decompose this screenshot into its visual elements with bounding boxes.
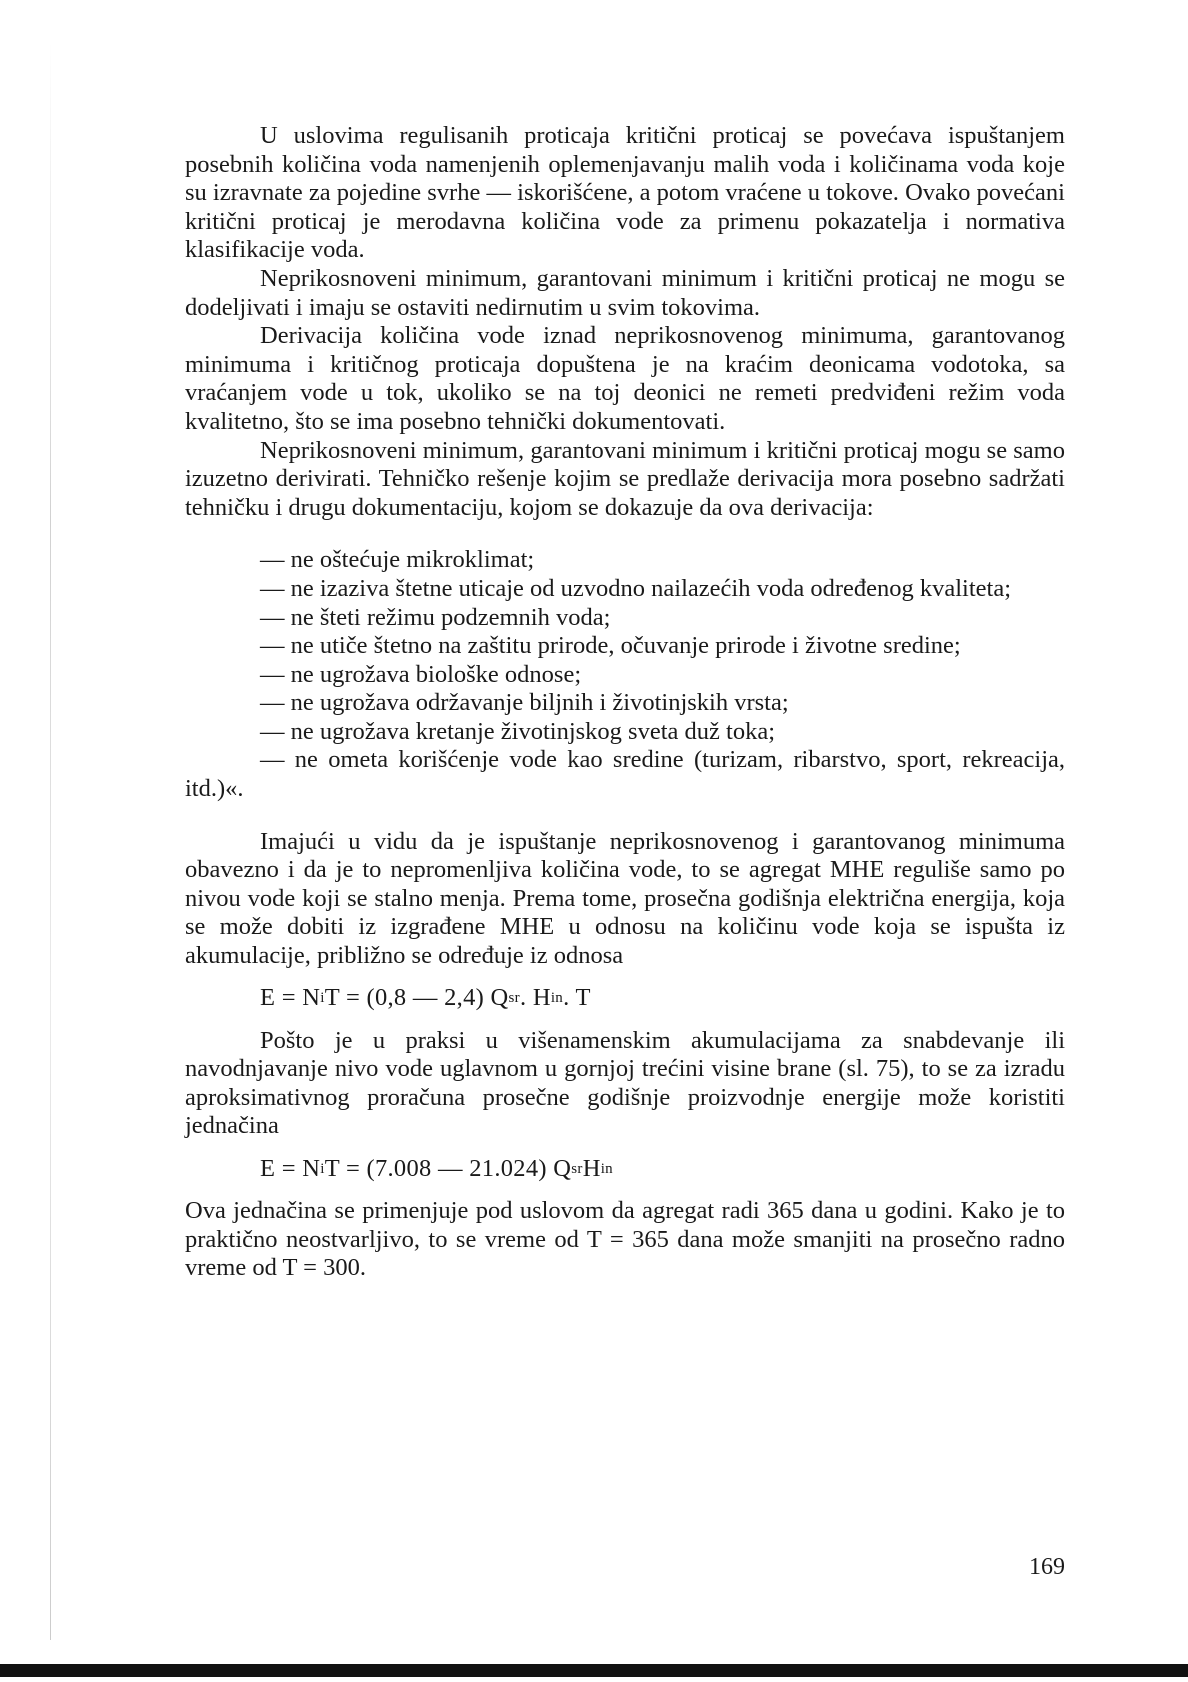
paragraph-critical-flow: U uslovima regulisanih proticaja kritični proticaj se povećava ispuštanjem posebnih količina voda namenjenih oplemenjavanju malih voda i količinama voda koje su izravnate za pojedine svrhe — iskorišćene, a potom vraćene u tokove. Ovako povećani kritični proticaj je merodavna količina vode za primenu pokazatelja i normativa klasifikacije voda.: [185, 122, 1065, 264]
paragraph-derivation-allowed: Derivacija količina vode iznad neprikosnovenog minimuma, garantovanog minimuma i kritičnog proticaja dopuštena je na kraćim deonicama vodotoka, sa vraćanjem vode u tok, ukoliko se na toj deonici ne remeti predviđeni režim voda kvalitetno, što se ima posebno tehnički dokumentovati.: [185, 322, 1065, 435]
formula-2-subscript: in: [600, 1160, 613, 1177]
list-item: — ne ometa korišćenje vode kao sredine (turizam, ribarstvo, sport, rekreacija, itd.)«.: [185, 746, 1065, 803]
list-item: — ne oštećuje mikroklimat;: [260, 546, 535, 574]
formula-1-subscript: in: [550, 990, 564, 1007]
scan-edge-shadow: [50, 40, 51, 1640]
list-item: — ne šteti režimu podzemnih voda;: [260, 603, 611, 631]
formula-energy-2: [185, 1141, 1065, 1197]
formula-1-part: T = (0,8 — 2,4) Q: [324, 984, 509, 1012]
list-item: — ne ugrožava održavanje biljnih i životinjskih vrsta;: [260, 689, 789, 717]
formula-2-subscript: i: [320, 1160, 325, 1177]
list-item: — ne utiče štetno na zaštitu prirode, očuvanje prirode i životne sredine;: [260, 632, 961, 660]
paragraph-practice-levels: Pošto je u praksi u višenamenskim akumulacijama za snabdevanje ili navodnjavanje nivo vode uglavnom u gornjoj trećini visine brane (sl. 75), to se za izradu aproksimativnog proračuna prosečne godišnje proizvodnje energije može koristiti jednačina: [185, 1026, 1065, 1140]
formula-1-part: . T: [563, 984, 591, 1012]
formula-1-subscript: sr: [508, 990, 520, 1007]
formula-1-part: . H: [519, 984, 551, 1012]
formula-2-part: H: [582, 1154, 601, 1182]
list-item: — ne ugrožava biološke odnose;: [260, 660, 582, 688]
formula-1-subscript: i: [320, 990, 325, 1007]
formula-1-part: E = N: [260, 984, 321, 1012]
conditions-list: [185, 546, 1065, 803]
paragraph-working-time: Ova jednačina se primenjuje pod uslovom da agregat radi 365 dana u godini. Kako je to praktično neostvarljivo, to se vreme od T = 365 dana može smanjiti na prosečno radno vreme od T = 300.: [185, 1197, 1065, 1282]
page-number: 169: [1029, 1554, 1065, 1580]
paragraph-energy-estimate: Imajući u vidu da je ispuštanje neprikosnovenog i garantovanog minimuma obavezno i da je to nepromenljiva količina vode, to se agregat MHE reguliše samo po nivou vode koji se stalno menja. Prema tome, prosečna godišnja električna energija, koja se može dobiti iz izgrađene MHE u odnosu na količinu vode koja se ispušta iz akumulacije, približno se određuje iz odnosa: [185, 827, 1065, 970]
formula-2-subscript: sr: [571, 1160, 583, 1177]
list-item: — ne izaziva štetne uticaje od uzvodno nailazećih voda određenog kvaliteta;: [260, 574, 1012, 602]
formula-2-part: T = (7.008 — 21.024) Q: [324, 1154, 572, 1182]
formula-2-part: E = N: [260, 1154, 321, 1182]
page-body: [185, 122, 1065, 1283]
formula-energy-1: [185, 971, 1065, 1027]
list-item: — ne ugrožava kretanje životinjskog sveta duž toka;: [260, 717, 776, 745]
paragraph-derivation-exception: Neprikosnoveni minimum, garantovani minimum i kritični proticaj mogu se samo izuzetno derivirati. Tehničko rešenje kojim se predlaže derivacija mora posebno sadržati tehničku i drugu dokumentaciju, kojom se dokazuje da ova derivacija:: [185, 436, 1065, 521]
scan-bottom-bar: [0, 1664, 1188, 1677]
paragraph-untouchable-minimum: Neprikosnoveni minimum, garantovani minimum i kritični proticaj ne mogu se dodeljivati i imaju se ostaviti nedirnutim u svim tokovima.: [185, 264, 1065, 321]
